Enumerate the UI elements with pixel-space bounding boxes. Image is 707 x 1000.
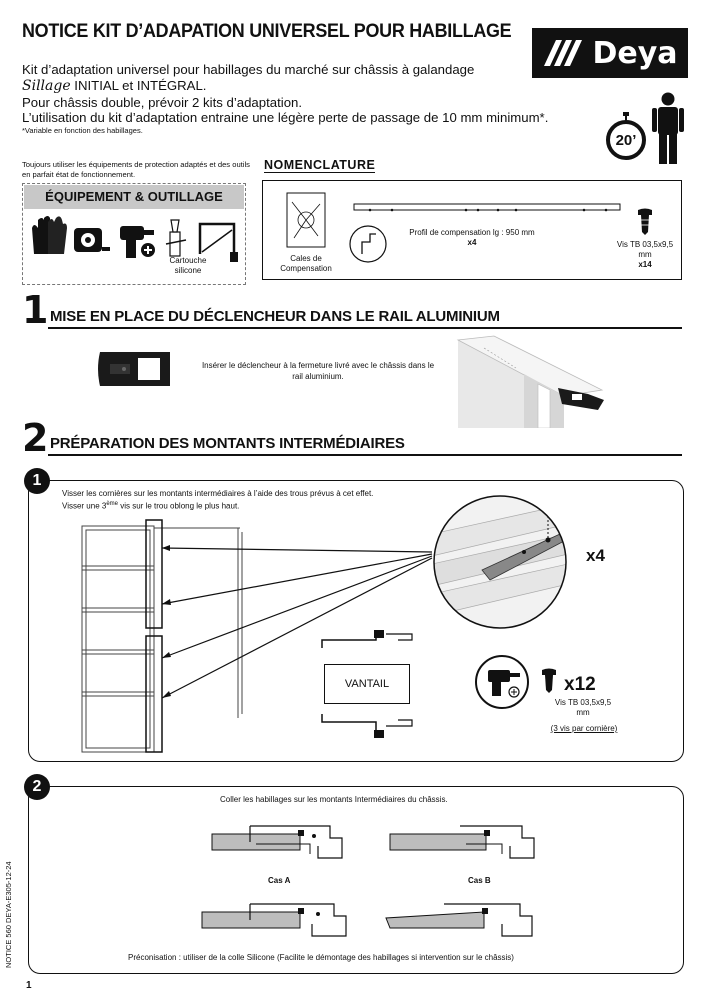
intro-text (22, 62, 582, 136)
case-b-section-diagram (388, 820, 536, 864)
nomenclature-title: NOMENCLATURE (264, 158, 376, 172)
section2-number: 2 (22, 416, 49, 460)
step1-text2 (62, 499, 482, 512)
time-estimate: 20’ (606, 120, 646, 160)
intro-note: *Variable en fonction des habillages. (22, 126, 143, 136)
section1-rule (48, 327, 682, 329)
case-a-variant-diagram (200, 898, 350, 942)
document-reference: NOTICE 560 DEYA-E305-12-24 (4, 861, 13, 968)
step1-text1: Visser les cornières sur les montants intermédiaires à l’aide des trous prévus à cet effet. (62, 489, 374, 498)
profile-label (408, 228, 536, 248)
step1-screw-label: Vis TB 03,5x9,5 mm (554, 698, 612, 717)
section2-title: PRÉPARATION DES MONTANTS INTERMÉDIAIRES (50, 435, 405, 452)
section1-title: MISE EN PLACE DU DÉCLENCHEUR DANS LE RAIL ALUMINIUM (50, 308, 500, 325)
section1-text: Insérer le déclencheur à la fermeture livré avec le châssis dans le rail aluminium. (201, 361, 435, 381)
step2-panel (28, 786, 684, 974)
safety-note: Toujours utiliser les équipements de protection adaptés et des outils en parfait état de fonctionnement. (22, 160, 250, 179)
screw-label-text: Vis TB 03,5x9,5 mm (616, 240, 674, 259)
screw-icon-step1 (540, 668, 558, 694)
vantail-label: VANTAIL (324, 664, 410, 704)
equipment-title: ÉQUIPEMENT & OUTILLAGE (24, 185, 244, 209)
corner-bracket-bottom-icon (320, 710, 414, 740)
step2-badge: 2 (24, 774, 50, 800)
page-title: NOTICE KIT D’ADAPATION UNIVERSEL POUR HABILLAGE (22, 20, 512, 42)
profile-label-text: Profil de compensation lg : 950 mm (409, 228, 535, 237)
corner-bracket-top-icon (320, 628, 414, 650)
screw-label (612, 240, 678, 270)
step1-screw-qty: x12 (564, 674, 596, 695)
release-trigger-icon (96, 350, 174, 388)
shims-icon (286, 192, 326, 248)
intro-line1: Kit d’adaptation universel pour habillages du marché sur châssis à galandage (22, 62, 475, 77)
step1-text2sup: ème (106, 501, 118, 507)
sillage-brand: Sillage (22, 77, 71, 94)
step1-text2a: Visser une 3 (62, 501, 107, 511)
intro-line3: Pour châssis double, prévoir 2 kits d’adaptation. (22, 94, 303, 110)
screw-qty: x14 (638, 260, 652, 269)
brand-name: Deya (592, 35, 678, 71)
shims-label: Cales de Compensation (280, 254, 332, 273)
tape-measure-icon (74, 228, 110, 252)
one-person-icon (651, 92, 685, 164)
step1-badge: 1 (24, 468, 50, 494)
screwdriver-drill-icon (474, 654, 530, 710)
profile-qty: x4 (467, 238, 477, 247)
screw-icon (636, 208, 654, 236)
cartridge-label: Cartouche silicone (169, 256, 207, 275)
intro-line2: INITIAL et INTÉGRAL. (70, 77, 207, 93)
case-b-label: Cas B (468, 876, 491, 885)
gloves-icon (32, 216, 67, 254)
per-corner-note: (3 vis par cornière) (550, 724, 618, 733)
step1-text2b: vis sur le trou oblong le plus haut. (118, 501, 240, 511)
case-a-section-diagram (210, 820, 346, 864)
section1-number: 1 (22, 288, 49, 332)
step1-profile-qty: x4 (586, 546, 605, 565)
case-b-variant-diagram (384, 898, 534, 942)
zoom-detail-circle (432, 494, 568, 630)
section2-rule (48, 454, 682, 456)
silicone-cartridge-icon (166, 220, 186, 256)
page-number: 1 (26, 980, 32, 991)
silicone-recommendation: Préconisation : utiliser de la colle Silicone (Facilite le démontage des habillages si intervention sur le châssis) (128, 953, 514, 962)
step1-text (62, 488, 482, 512)
case-a-label: Cas A (268, 876, 291, 885)
drill-plus-icon (120, 226, 155, 258)
aluminium-rail-illustration (454, 334, 606, 428)
intro-line4: L’utilisation du kit d’adaptation entraine une légère perte de passage de 10 mm minimum*. (22, 110, 549, 126)
step2-text: Coller les habillages sur les montants Intermédiaires du châssis. (220, 795, 448, 804)
